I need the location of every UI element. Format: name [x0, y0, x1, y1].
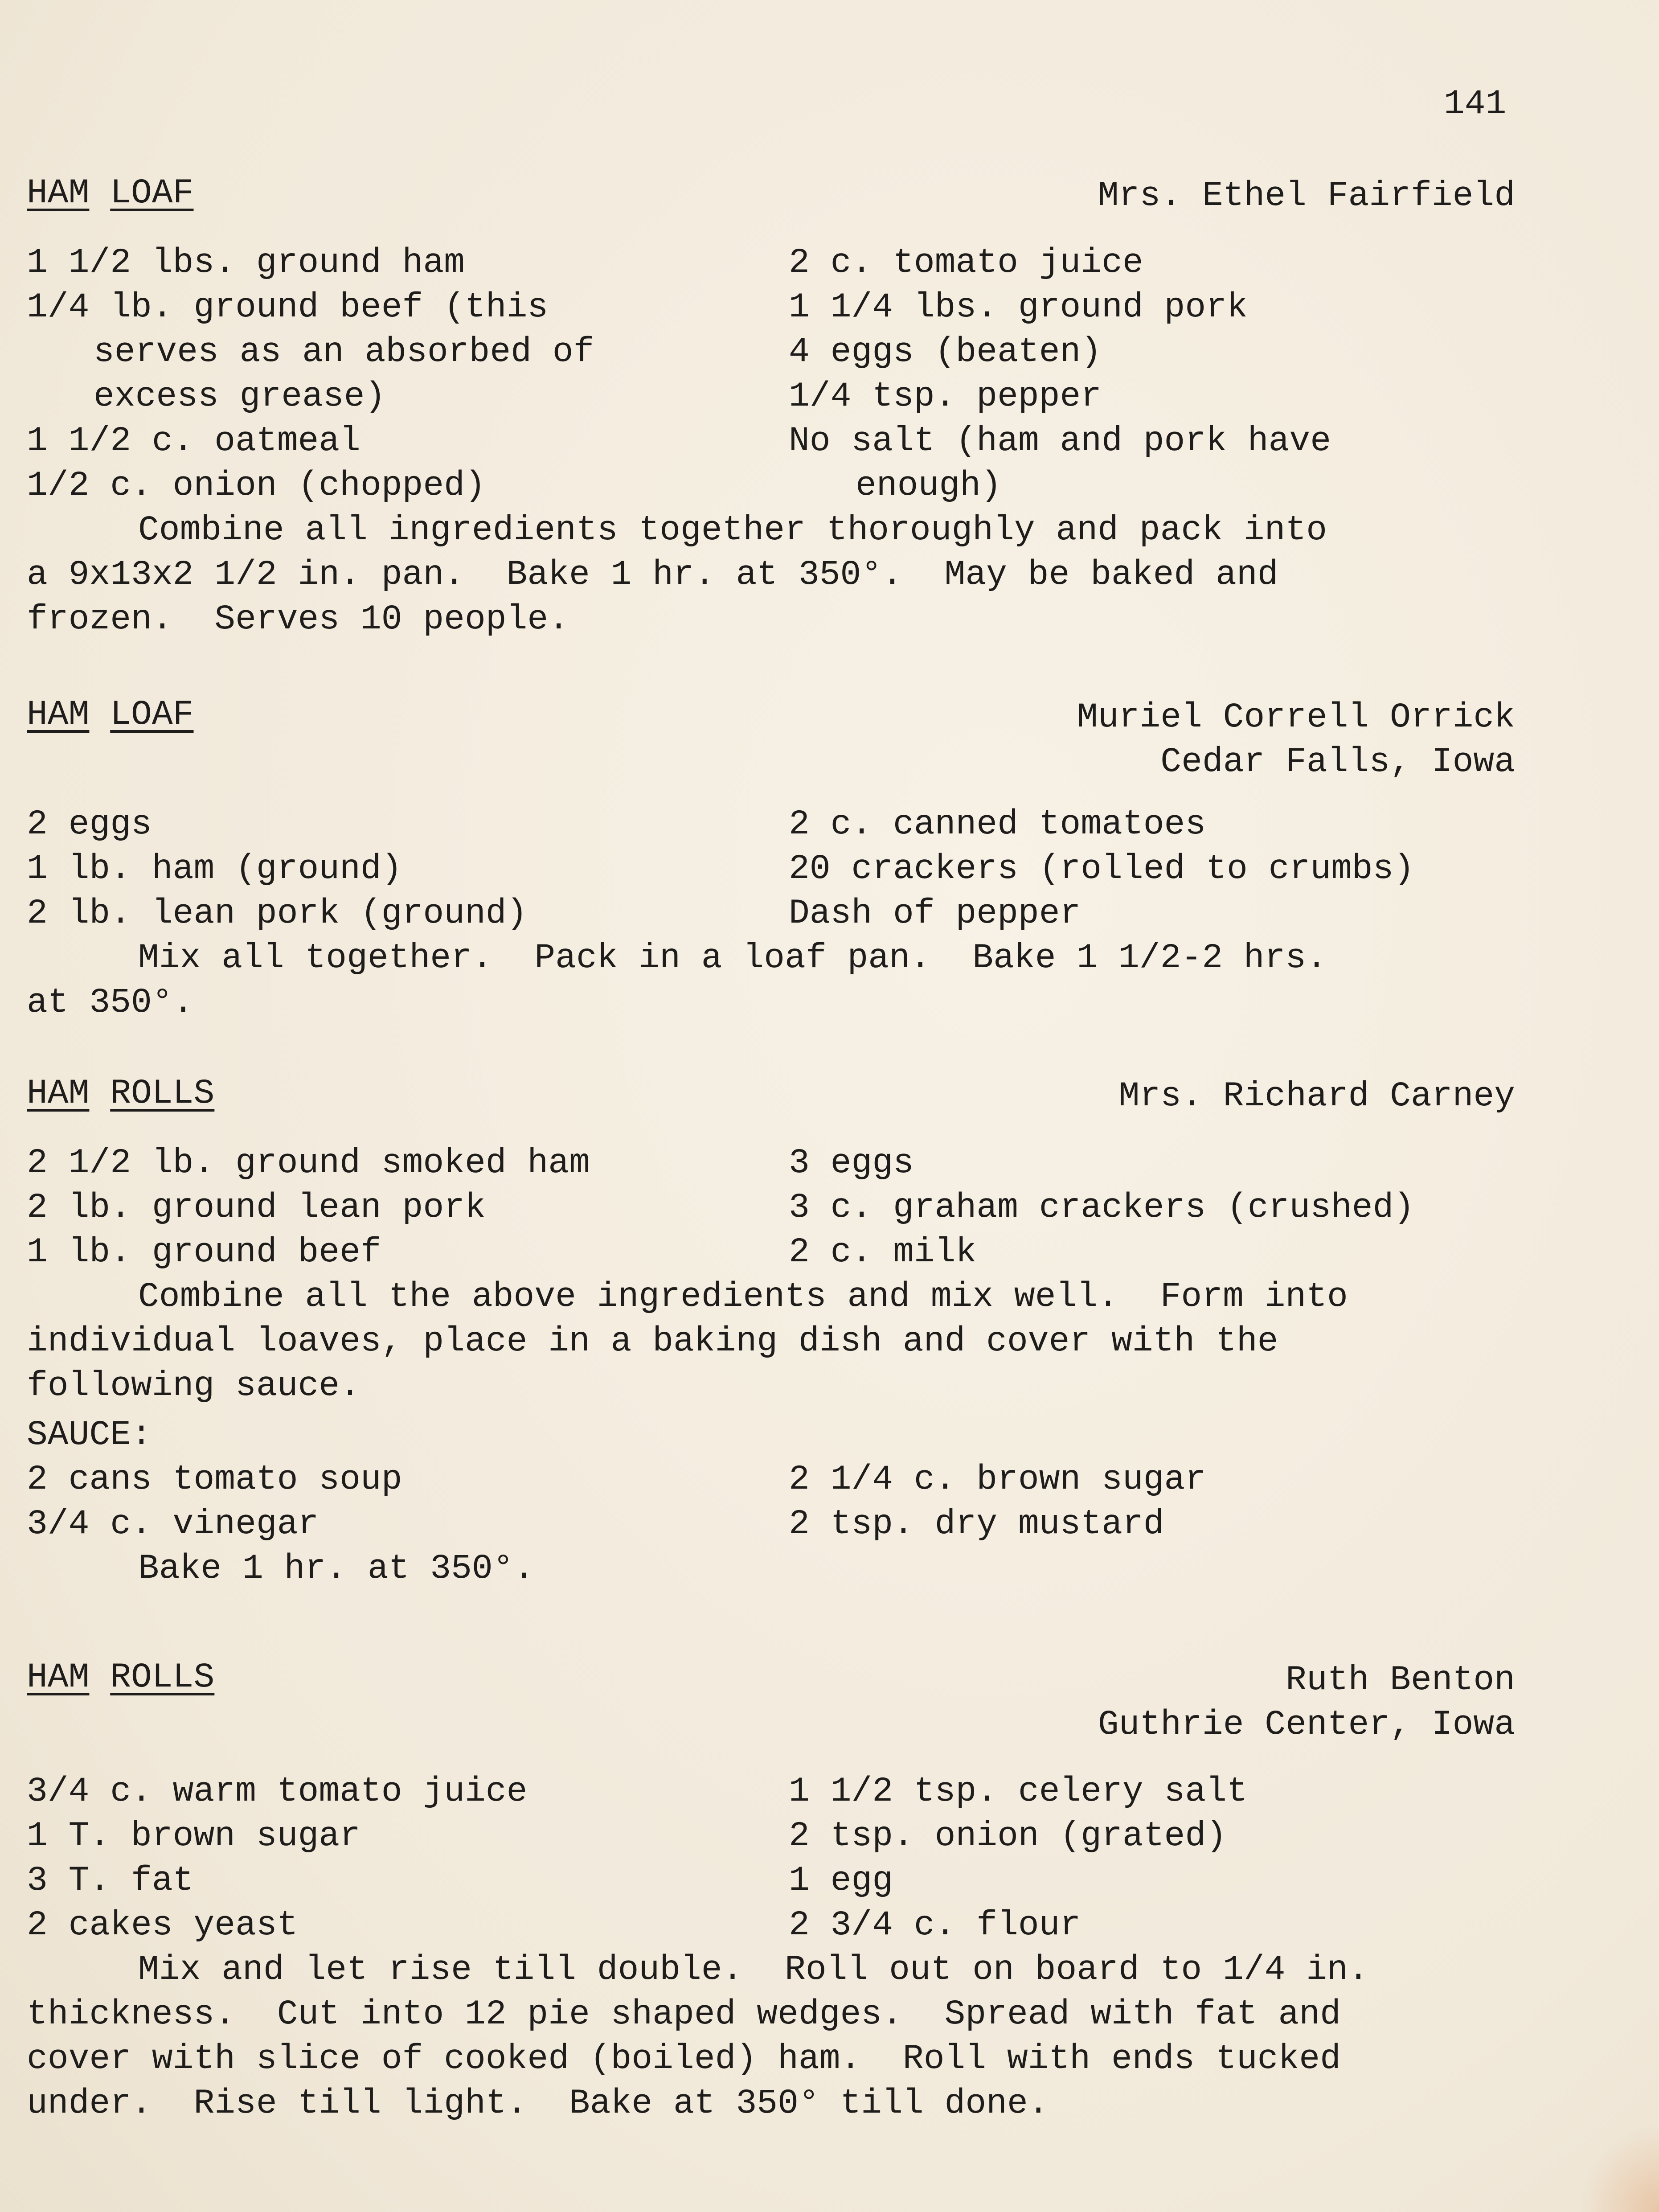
recipe-title	[27, 174, 193, 213]
ingredient-line: Dash of pepper	[789, 894, 1081, 933]
recipe-title	[27, 1658, 214, 1697]
recipe-author	[1098, 1658, 1515, 1747]
directions-line: frozen. Serves 10 people.	[27, 600, 569, 639]
ingredient-line: 2 c. canned tomatoes	[789, 805, 1206, 844]
recipe-ham-rolls-benton	[27, 1658, 1515, 2126]
recipe-author: Mrs. Richard Carney	[1118, 1077, 1515, 1116]
recipe-author	[1077, 695, 1515, 784]
ingredient-line: serves as an absorbed of	[94, 332, 594, 372]
recipe-ham-loaf-orrick	[27, 695, 1515, 1025]
sauce-ingredient-line: 3/4 c. vinegar	[27, 1505, 319, 1544]
sauce-ingredient-line: 2 tsp. dry mustard	[789, 1505, 1164, 1544]
sauce-ingredient-line: 2 cans tomato soup	[27, 1460, 402, 1499]
recipe-title	[27, 1074, 214, 1113]
ingredient-line: 3/4 c. warm tomato juice	[27, 1772, 528, 1811]
title-word: HAM	[27, 695, 90, 735]
ingredient-line: 4 eggs (beaten)	[789, 332, 1102, 372]
title-word: HAM	[27, 1658, 90, 1697]
ingredient-line: 1 T. brown sugar	[27, 1817, 360, 1856]
ingredient-columns	[27, 241, 1515, 508]
directions-line: following sauce.	[27, 1367, 360, 1406]
recipe-ham-rolls-carney	[27, 1074, 1515, 1591]
author-location: Cedar Falls, Iowa	[1160, 743, 1515, 782]
ingredient-columns	[27, 1769, 1515, 1948]
ingredient-line: 1 1/4 lbs. ground pork	[789, 288, 1248, 327]
ingredient-line: 3 T. fat	[27, 1861, 194, 1900]
ingredient-line: 2 lb. ground lean pork	[27, 1188, 486, 1227]
directions-line: individual loaves, place in a baking dish and cover with the	[27, 1322, 1278, 1361]
recipe-author: Mrs. Ethel Fairfield	[1098, 176, 1515, 216]
ingredient-line: 2 lb. lean pork (ground)	[27, 894, 528, 933]
ingredient-line: 2 cakes yeast	[27, 1906, 298, 1945]
sauce-ingredient-line: 2 1/4 c. brown sugar	[789, 1460, 1206, 1499]
title-word: LOAF	[110, 695, 194, 735]
directions-line: under. Rise till light. Bake at 350° till done.	[27, 2084, 1049, 2123]
title-word: ROLLS	[110, 1074, 215, 1113]
ingredient-line: 1 1/2 c. oatmeal	[27, 422, 360, 461]
ingredient-line: 1 lb. ground beef	[27, 1233, 381, 1272]
recipe-ham-loaf-fairfield	[27, 174, 1515, 642]
directions-line: Mix and let rise till double. Roll out on board to 1/4 in.	[138, 1950, 1369, 1990]
directions-line: Mix all together. Pack in a loaf pan. Bake 1 1/2-2 hrs.	[138, 939, 1327, 978]
directions-line: thickness. Cut into 12 pie shaped wedges. Spread with fat and	[27, 1995, 1341, 2034]
author-location: Guthrie Center, Iowa	[1098, 1705, 1515, 1744]
page-number: 141	[1444, 85, 1507, 124]
sauce-columns	[27, 1457, 1515, 1547]
author-name: Ruth Benton	[1286, 1661, 1515, 1700]
directions-line: Combine all the above ingredients and mix well. Form into	[138, 1277, 1348, 1317]
ingredient-line: 2 eggs	[27, 805, 152, 844]
ingredient-line: enough)	[856, 466, 1002, 505]
ingredient-line: 2 c. milk	[789, 1233, 977, 1272]
ingredient-line: 2 tsp. onion (grated)	[789, 1817, 1227, 1856]
ingredient-line: 20 crackers (rolled to crumbs)	[789, 850, 1415, 889]
directions-line: at 350°.	[27, 983, 194, 1022]
sauce-directions: Bake 1 hr. at 350°.	[138, 1549, 535, 1588]
author-name: Muriel Correll Orrick	[1077, 698, 1515, 737]
title-word: LOAF	[110, 174, 194, 213]
ingredient-line: 1 lb. ham (ground)	[27, 850, 402, 889]
ingredient-line: 1 1/2 tsp. celery salt	[789, 1772, 1248, 1811]
title-word: HAM	[27, 174, 90, 213]
ingredient-line: 1/4 lb. ground beef (this	[27, 288, 549, 327]
ingredient-line: 3 eggs	[789, 1144, 914, 1183]
ingredient-line: No salt (ham and pork have	[789, 422, 1331, 461]
paper-stain	[1579, 2123, 1659, 2212]
recipe-title	[27, 695, 193, 735]
directions-line: cover with slice of cooked (boiled) ham. Roll with ends tucked	[27, 2040, 1341, 2079]
ingredient-line: 2 1/2 lb. ground smoked ham	[27, 1144, 590, 1183]
title-word: ROLLS	[110, 1658, 215, 1697]
ingredient-columns	[27, 802, 1515, 936]
ingredient-line: 2 c. tomato juice	[789, 243, 1143, 283]
ingredient-line: 1 1/2 lbs. ground ham	[27, 243, 465, 283]
ingredient-line: 1/4 tsp. pepper	[789, 377, 1102, 416]
directions-line: Combine all ingredients together thoroughly and pack into	[138, 511, 1327, 550]
ingredient-line: 1/2 c. onion (chopped)	[27, 466, 486, 505]
ingredient-line: 1 egg	[789, 1861, 893, 1900]
ingredient-line: excess grease)	[94, 377, 386, 416]
ingredient-line: 2 3/4 c. flour	[789, 1906, 1081, 1945]
title-word: HAM	[27, 1074, 90, 1113]
ingredient-line: 3 c. graham crackers (crushed)	[789, 1188, 1415, 1227]
ingredient-columns	[27, 1141, 1515, 1275]
directions-line: a 9x13x2 1/2 in. pan. Bake 1 hr. at 350°. May be baked and	[27, 555, 1278, 595]
sauce-heading: SAUCE:	[27, 1416, 152, 1455]
